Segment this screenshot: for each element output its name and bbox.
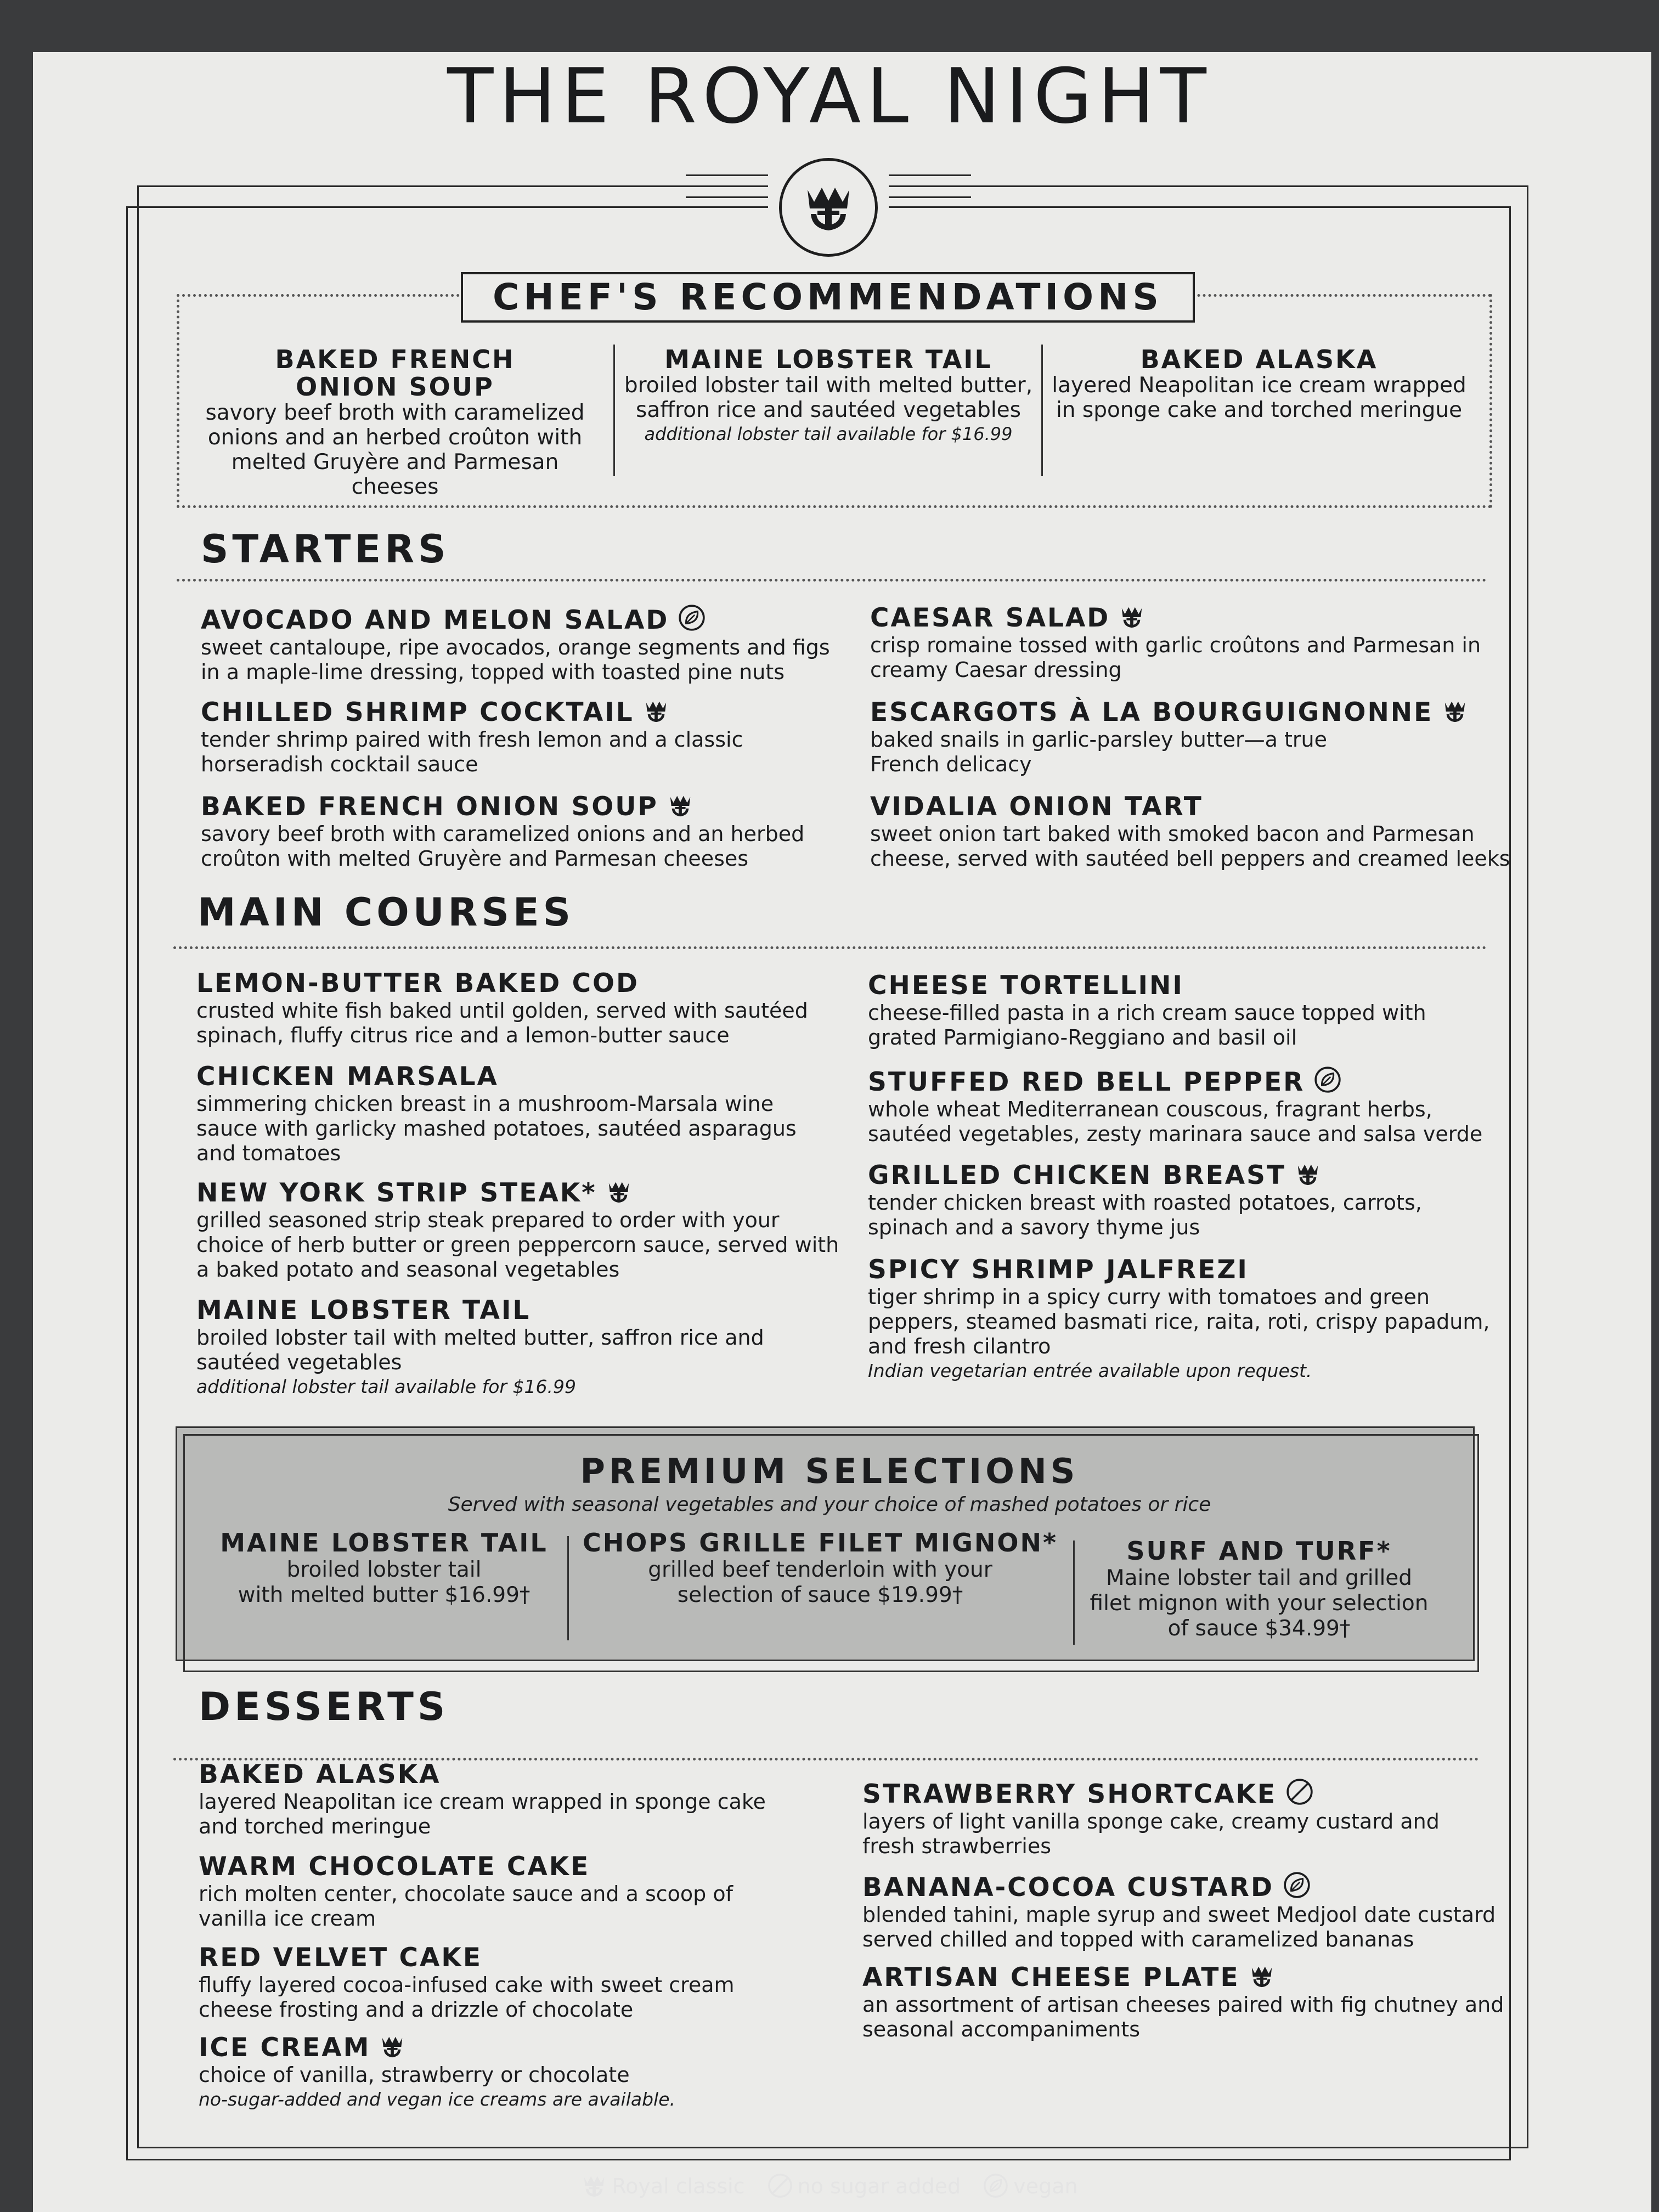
premium-selections-subheading: Served with seasonal vegetables and your choice of mashed potatoes or rice bbox=[448, 1493, 1211, 1516]
menu-item: MAINE LOBSTER TAIL broiled lobster tail with melted butter, saffron rice and sautéed vegetables additional lobster tail available for $16.99 bbox=[196, 1295, 764, 1397]
crown-icon bbox=[1119, 603, 1145, 630]
menu-item: GRILLED CHICKEN BREAST tender chicken breast with roasted potatoes, carrots, spinach and a savory thyme jus bbox=[868, 1160, 1422, 1239]
crown-icon bbox=[643, 698, 669, 724]
menu-item: CHILLED SHRIMP COCKTAIL tender shrimp paired with fresh lemon and a classic horseradish cocktail sauce bbox=[201, 697, 743, 776]
crown-icon bbox=[581, 2172, 607, 2199]
no-sugar-icon bbox=[767, 2172, 793, 2199]
menu-item: CHEESE TORTELLINI cheese-filled pasta in a rich cream sauce topped with grated Parmigiano-Reggiano and basil oil bbox=[868, 970, 1426, 1049]
crown-icon bbox=[606, 1178, 632, 1205]
premium-item: MAINE LOBSTER TAIL broiled lobster tail with melted butter $16.99† bbox=[220, 1528, 548, 1607]
chef-item: MAINE LOBSTER TAIL broiled lobster tail with melted butter, saffron rice and sautéed vegetables additional lobster tail available for $16.99 bbox=[624, 345, 1033, 444]
menu-item: SPICY SHRIMP JALFREZI tiger shrimp in a spicy curry with tomatoes and green peppers, steamed basmati rice, raita, roti, crispy papadum, and fresh cilantro Indian vegetarian entrée available upon request. bbox=[868, 1255, 1490, 1381]
menu-item: BAKED FRENCH ONION SOUP savory beef broth with caramelized onions and an herbed croûton with melted Gruyère and Parmesan cheeses bbox=[201, 792, 805, 871]
menu-item: ESCARGOTS À LA BOURGUIGNONNE baked snails in garlic-parsley butter—a true French delicacy bbox=[870, 698, 1517, 777]
premium-item: CHOPS GRILLE FILET MIGNON* grilled beef tenderloin with your selection of sauce $19.99† bbox=[582, 1528, 1058, 1607]
menu-item: BANANA-COCOA CUSTARD blended tahini, maple syrup and sweet Medjool date custard served chilled and topped with caramelized bananas bbox=[862, 1871, 1510, 1952]
menu-legend: Royal classic no sugar added vegan bbox=[0, 2172, 1659, 2199]
crown-icon bbox=[1295, 1161, 1321, 1187]
menu-item: STUFFED RED BELL PEPPER whole wheat Mediterranean couscous, fragrant herbs, sautéed vegetables, zesty marinara sauce and salsa verde bbox=[868, 1065, 1515, 1147]
vegan-icon bbox=[678, 603, 706, 632]
menu-item: AVOCADO AND MELON SALAD sweet cantaloupe, ripe avocados, orange segments and figs in a maple-lime dressing, topped with toasted pine nuts bbox=[201, 603, 848, 685]
menu-title: THE ROYAL NIGHT bbox=[447, 52, 1212, 140]
crown-icon bbox=[379, 2033, 405, 2059]
crown-icon bbox=[1249, 1963, 1275, 1989]
menu-item: WARM CHOCOLATE CAKE rich molten center, chocolate sauce and a scoop of vanilla ice cream bbox=[199, 1852, 733, 1931]
crown-icon bbox=[1442, 698, 1468, 724]
vegan-icon bbox=[983, 2172, 1009, 2199]
menu-item: NEW YORK STRIP STEAK* grilled seasoned strip steak prepared to order with your choice of herb butter or green peppercorn sauce, served with a baked potato and seasonal vegetables bbox=[196, 1178, 839, 1282]
menu-item: CAESAR SALAD crisp romaine tossed with garlic croûtons and Parmesan in creamy Caesar dressing bbox=[870, 603, 1481, 682]
no-sugar-icon bbox=[1285, 1778, 1314, 1806]
menu-item: RED VELVET CAKE fluffy layered cocoa-infused cake with sweet cream cheese frosting and a drizzle of chocolate bbox=[199, 1943, 735, 2022]
premium-selections-heading: PREMIUM SELECTIONS bbox=[580, 1451, 1079, 1491]
menu-item: LEMON-BUTTER BAKED COD crusted white fish baked until golden, served with sautéed spinach, fluffy citrus rice and a lemon-butter sauce bbox=[196, 968, 808, 1047]
chef-recommendations-heading: CHEF'S RECOMMENDATIONS bbox=[461, 272, 1195, 323]
starters-heading: STARTERS bbox=[201, 527, 450, 572]
menu-item: ARTISAN CHEESE PLATE an assortment of artisan cheeses paired with fig chutney and seasonal accompaniments bbox=[862, 1962, 1504, 2041]
menu-item: CHICKEN MARSALA simmering chicken breast in a mushroom-Marsala wine sauce with garlicky mashed potatoes, sautéed asparagus and tomatoes bbox=[196, 1062, 797, 1165]
menu-item: ICE CREAM choice of vanilla, strawberry or chocolate no-sugar-added and vegan ice creams are available. bbox=[199, 2033, 675, 2110]
royal-caribbean-logo bbox=[779, 158, 878, 257]
vegan-icon bbox=[1313, 1065, 1342, 1094]
chef-item: BAKED FRENCH ONION SOUP savory beef broth with caramelized onions and an herbed croûton with melted Gruyère and Parmesan cheeses bbox=[205, 345, 585, 499]
main-courses-heading: MAIN COURSES bbox=[198, 890, 575, 935]
vegan-icon bbox=[1283, 1871, 1311, 1899]
menu-item: VIDALIA ONION TART sweet onion tart baked with smoked bacon and Parmesan cheese, served with sautéed bell peppers and creamed leeks bbox=[870, 792, 1510, 871]
crown-anchor-icon bbox=[801, 180, 856, 235]
premium-item: SURF AND TURF* Maine lobster tail and grilled filet mignon with your selection of sauce $34.99† bbox=[1090, 1536, 1429, 1641]
menu-item: STRAWBERRY SHORTCAKE layers of light vanilla sponge cake, creamy custard and fresh strawberries bbox=[862, 1778, 1510, 1859]
menu-item: BAKED ALASKA layered Neapolitan ice cream wrapped in sponge cake and torched meringue bbox=[199, 1759, 766, 1838]
desserts-heading: DESSERTS bbox=[199, 1684, 449, 1729]
crown-icon bbox=[667, 792, 693, 819]
chef-item: BAKED ALASKA layered Neapolitan ice cream wrapped in sponge cake and torched meringue bbox=[1052, 345, 1466, 422]
